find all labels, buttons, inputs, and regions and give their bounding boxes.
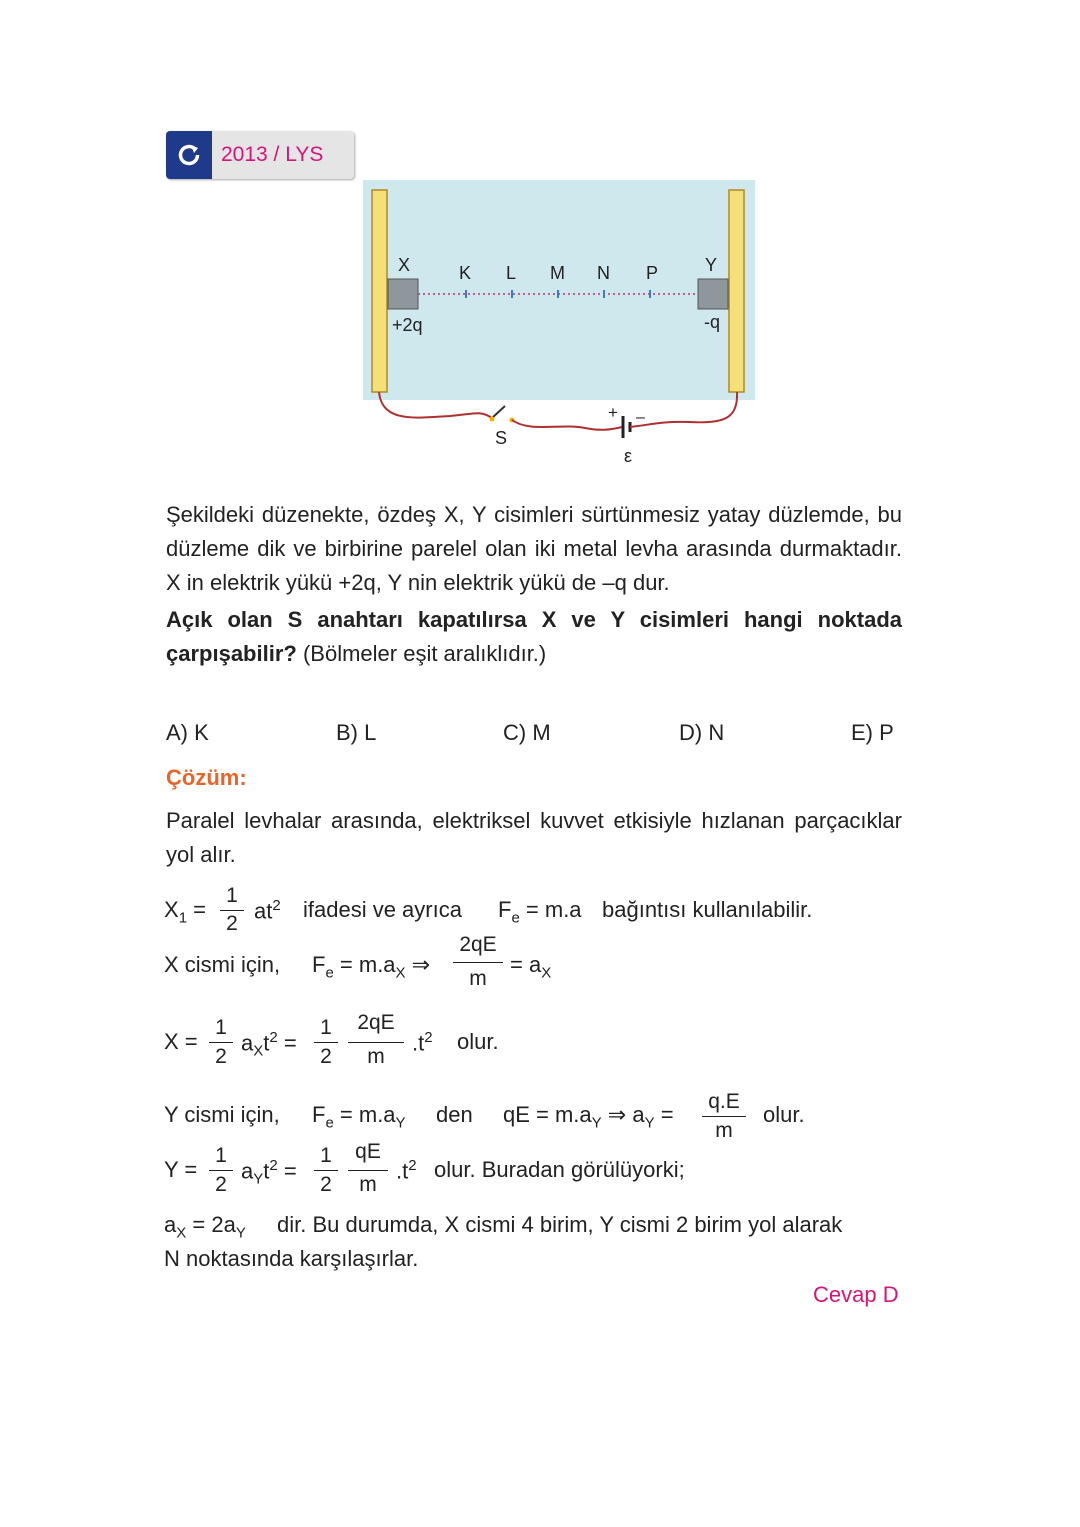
choice-e[interactable]: E) P (851, 720, 894, 745)
solution-intro: Paralel levhalar arasında, elektriksel kuvvet etkisiyle hızlanan parçacıklar yol alır. (166, 808, 902, 867)
eq3-frac3-num: 2qE (357, 1011, 395, 1034)
eq1-frac-den: 2 (226, 912, 238, 935)
eq5-frac3-num: qE (355, 1140, 381, 1163)
eq4-frac-den: m (715, 1119, 733, 1142)
eq3-frac3-line (348, 1042, 404, 1043)
emf-label: ε (624, 446, 633, 466)
conclusion-line-2: N noktasında karşılaşırlar. (164, 1246, 419, 1271)
eq2-frac-num: 2qE (459, 933, 497, 956)
eq5-frac2-num: 1 (320, 1144, 332, 1167)
question-note: (Bölmeler eşit aralıklıdır.) (296, 641, 547, 666)
label-charge-x: +2q (392, 315, 423, 335)
eq5-t2: $.t^2$ (396, 1157, 417, 1184)
eq3-frac2-den: 2 (320, 1045, 332, 1068)
eq5-lhs: Y = (164, 1157, 198, 1182)
eq3-frac3-den: m (367, 1045, 385, 1068)
eq4-expr1: $F_e = m.a_Y$ (312, 1102, 406, 1132)
label-point-N: N (597, 263, 610, 283)
switch-lever (492, 406, 505, 418)
question-prompt (166, 603, 902, 671)
choice-c[interactable]: C) M (503, 720, 551, 745)
eq2-frac-line (453, 962, 503, 963)
label-point-L: L (506, 263, 517, 283)
right-plate (729, 190, 744, 392)
year-label: 2013 / LYS (212, 131, 354, 179)
label-point-K: K (459, 263, 472, 283)
eq4-olur: olur. (763, 1102, 805, 1127)
eq1-frac-line (220, 910, 244, 911)
eq5-olur: olur. Buradan görülüyorki; (434, 1157, 685, 1182)
eq3-t2: $.t^2$ (412, 1029, 433, 1056)
conclusion-text: dir. Bu durumda, X cismi 4 birim, Y cismi 2 birim yol alarak (277, 1212, 843, 1237)
eq1-frac-num: 1 (226, 884, 238, 907)
eq3-frac1-line (209, 1042, 233, 1043)
choice-b[interactable]: B) L (336, 720, 377, 745)
solution-heading: Çözüm: (166, 765, 247, 790)
eq1-lhs: $X_1$ = (164, 897, 206, 927)
eq4-frac-num: q.E (708, 1090, 740, 1113)
eq3-frac2-num: 1 (320, 1016, 332, 1039)
switch-contact-left (490, 417, 495, 422)
answer-label: Cevap D (813, 1282, 899, 1307)
eq2-expr: $F_e = m.a_X$ ⇒ (312, 952, 431, 982)
eq5-frac2-line (314, 1170, 338, 1171)
conclusion-eq: $a_X = 2a_Y$ (164, 1212, 246, 1242)
label-point-M: M (550, 263, 565, 283)
question-bold: Açık olan S anahtarı kapatılırsa X ve Y cisimleri hangi noktada çarpışabilir? (166, 607, 902, 666)
eq5-frac1-den: 2 (215, 1173, 227, 1196)
label-y: Y (705, 255, 718, 275)
eq1-at2: $at^2$ (254, 897, 281, 924)
battery-minus-sign: – (636, 409, 645, 426)
object-x (388, 279, 418, 309)
object-y (698, 279, 728, 309)
wire-middle (512, 420, 622, 430)
refresh-icon (166, 131, 212, 179)
eq5-frac2-den: 2 (320, 1173, 332, 1196)
x-case-label: X cismi için, (164, 952, 281, 977)
label-charge-y: -q (704, 312, 721, 332)
eq5-frac3-den: m (359, 1173, 377, 1196)
battery-plus-sign: + (608, 403, 618, 422)
year-badge (166, 131, 354, 179)
eq3-frac1-den: 2 (215, 1045, 227, 1068)
eq2-frac-den: m (469, 967, 487, 990)
eq1-tail: bağıntısı kullanılabilir. (602, 897, 813, 922)
eq4-den: den (436, 1102, 473, 1127)
eq3-olur: olur. (457, 1029, 499, 1054)
eq2-rhs: = $a_X$ (510, 952, 552, 982)
eq5-ayt2: $a_Yt^2$ = (241, 1157, 297, 1188)
question-paragraph: Şekildeki düzenekte, özdeş X, Y cisimleri sürtünmesiz yatay düzlemde, bu düzleme dik ve birbirine parelel olan iki metal levha arasında durmaktadır. X in elektrik yükü +2q, Y nin elektrik yükü de –q dur. (166, 502, 902, 595)
eq1-text: ifadesi ve ayrıca (303, 897, 462, 922)
eq5-frac3-line (348, 1170, 388, 1171)
eq3-frac2-line (314, 1042, 338, 1043)
switch-label: S (495, 428, 508, 448)
eq5-frac1-num: 1 (215, 1144, 227, 1167)
eq3-lhs: X = (164, 1029, 198, 1054)
left-plate (372, 190, 387, 392)
y-case-label: Y cismi için, (164, 1102, 280, 1127)
eq3-axt2: $a_Xt^2$ = (241, 1029, 297, 1060)
eq1-force: $F_e = m.a$ (498, 897, 582, 927)
label-point-P: P (646, 263, 659, 283)
choice-d[interactable]: D) N (679, 720, 725, 745)
eq5-frac1-line (209, 1170, 233, 1171)
label-x: X (398, 255, 411, 275)
eq4-frac-line (702, 1116, 746, 1117)
choice-a[interactable]: A) K (166, 720, 209, 745)
circuit-figure (360, 178, 760, 473)
eq3-frac1-num: 1 (215, 1016, 227, 1039)
eq4-expr2: qE = $m.a_Y$ ⇒ $a_Y$ = (503, 1102, 674, 1132)
